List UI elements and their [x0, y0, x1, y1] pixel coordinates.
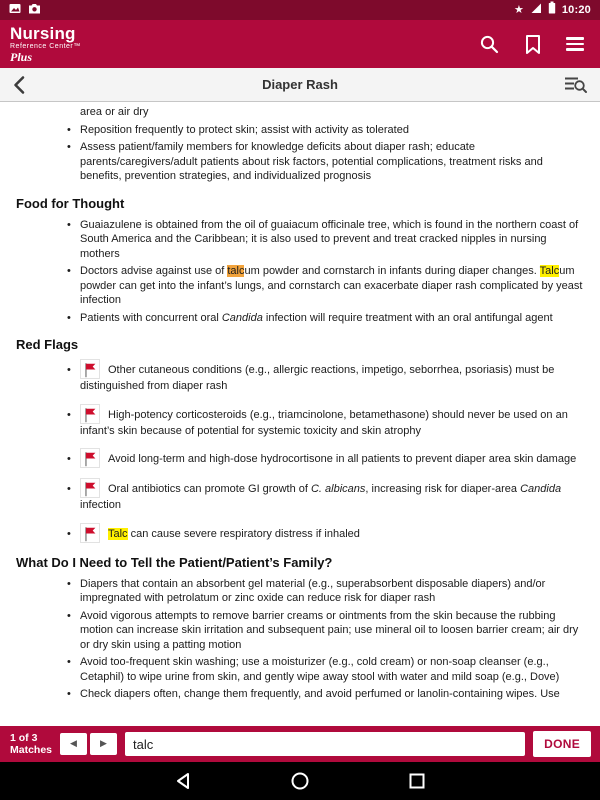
body-text: um powder and cornstarch in infants during diaper changes.: [244, 265, 540, 277]
red-flag-icon: [80, 359, 100, 379]
red-flag-icon: [80, 404, 100, 424]
app-logo: [10, 25, 81, 63]
done-button[interactable]: DONE: [533, 731, 591, 757]
red-flag-list: [16, 359, 584, 543]
body-text: Assess patient/family members for knowledge deficits about diaper rash; educate parents/caregivers/adult patients about risk factors, potential complications, treatment risks and benefits, prevention strategies, and individualized prognosis: [80, 141, 543, 182]
body-text: Avoid vigorous attempts to remove barrier creams or ointments from the skin because the rubbing motion can increase skin irritation and subsequent pain; use mineral oil to loosen barrier cream; air dry or dry skin using a patting motion: [80, 609, 579, 651]
body-text: Other cutaneous conditions (e.g., allergic reactions, impetigo, seborrhea, psoriasis) must be distinguished from diaper rash: [80, 364, 555, 392]
bullet-list: [16, 577, 584, 702]
home-circle-icon: [290, 771, 310, 791]
status-bar: [0, 0, 600, 20]
red-flag-icon: [80, 448, 100, 468]
status-notification-icons: [9, 1, 41, 19]
red-flag-item: [80, 359, 584, 394]
back-chevron-icon: [12, 75, 26, 95]
android-navigation-bar: [0, 762, 600, 800]
italic-text: Candida: [520, 483, 562, 495]
document-toolbar: [0, 68, 600, 102]
screenshot-notification-icon: [9, 1, 21, 19]
red-flag-item: [80, 448, 584, 468]
body-text: Check diapers often, change them frequently, and avoid perfumed or lanolin-containing wipes. Use: [80, 688, 560, 700]
android-home-button[interactable]: [290, 771, 310, 791]
bullet-list: [16, 218, 584, 326]
body-text: can cause severe respiratory distress if inhaled: [127, 527, 360, 540]
bullet-item: [80, 264, 584, 308]
bullet-item: [80, 105, 584, 120]
logo-plus: Plus: [10, 50, 33, 64]
bullet-list: [16, 105, 584, 184]
previous-arrow-icon: ◀: [70, 739, 77, 749]
match-label: Matches: [10, 744, 53, 756]
back-triangle-icon: [174, 771, 192, 791]
logo-subtitle: Reference Center™: [10, 43, 81, 50]
section-heading: Food for Thought: [16, 195, 125, 211]
status-time: 10:20: [561, 4, 591, 16]
document-body: [0, 102, 600, 726]
body-text: Guaiazulene is obtained from the oil of guaiacum officinale tree, which is found in the northern coast of South America and the Caribbean; it is also used to prevent and treat cracked nipples in nursing mothers: [80, 218, 579, 260]
android-back-button[interactable]: [174, 771, 192, 791]
bullet-item: [80, 609, 584, 653]
body-text: um powder can get into the infant’s lungs, and cornstarch can exacerbate diaper rash complicated by yeast infection: [80, 265, 583, 306]
find-in-document-button[interactable]: [563, 75, 588, 94]
previous-match-button[interactable]: [60, 733, 87, 755]
body-text: infection: [80, 499, 121, 511]
bullet-item: [80, 123, 584, 138]
body-text: Avoid long-term and high-dose hydrocortisone in all patients to prevent diaper area skin damage: [108, 453, 577, 465]
find-bar: [0, 726, 600, 762]
battery-icon: [548, 1, 556, 19]
recents-square-icon: [408, 772, 426, 790]
red-flag-item: [80, 478, 584, 513]
android-recents-button[interactable]: [408, 772, 426, 790]
bullet-item: [80, 311, 584, 326]
signal-icon: [530, 1, 542, 19]
body-text: Doctors advise against use of: [80, 265, 228, 277]
bookmark-icon: [524, 34, 542, 55]
bullet-item: [80, 577, 584, 606]
bullet-item: [80, 687, 584, 702]
bookmark-button[interactable]: [524, 34, 542, 55]
section-heading: Red Flags: [16, 337, 79, 352]
red-flag-icon: [80, 478, 100, 498]
red-flag-item: [80, 404, 584, 439]
page-title: Diaper Rash: [262, 77, 338, 92]
red-flag-item: [80, 523, 584, 543]
italic-text: Candida: [221, 311, 263, 324]
body-text: Patients with concurrent oral: [80, 311, 222, 324]
body-text: area or air dry: [80, 106, 149, 118]
search-match: Talc: [108, 527, 128, 540]
find-input[interactable]: [125, 732, 525, 756]
match-count: 1 of 3: [10, 732, 38, 744]
italic-text: C. albicans: [310, 483, 366, 495]
bullet-item: [80, 140, 584, 184]
status-system-icons: [514, 1, 591, 19]
logo-title: Nursing: [10, 24, 76, 43]
search-match-current: talc: [227, 265, 245, 277]
next-match-button[interactable]: [90, 733, 117, 755]
next-arrow-icon: ▶: [100, 739, 107, 749]
find-in-document-icon: [563, 75, 588, 94]
body-text: Avoid too-frequent skin washing; use a moisturizer (e.g., cold cream) or non-soap cleanser (e.g., Cetaphil) to wipe urine from skin, and gently wipe away stool with water and mild soap (e.g., Dove): [80, 656, 560, 683]
back-button[interactable]: [12, 75, 26, 95]
body-text: Diapers that contain an absorbent gel material (e.g., superabsorbent disposable diapers) and/or impregnated with petrolatum or zinc oxide can reduce risk for diaper rash: [80, 577, 546, 604]
body-text: High-potency corticosteroids (e.g., triamcinolone, betamethasone) should never be used on an infant’s skin because of potential for systemic toxicity and skin atrophy: [80, 408, 568, 437]
search-button[interactable]: [479, 34, 500, 55]
section-heading: What Do I Need to Tell the Patient/Patient’s Family?: [16, 554, 333, 570]
app-header: [0, 20, 600, 68]
body-text: infection will require treatment with an oral antifungal agent: [262, 311, 553, 324]
bullet-item: [80, 218, 584, 262]
red-flag-icon: [80, 523, 100, 543]
search-match: Talc: [539, 265, 560, 277]
menu-icon: [566, 37, 584, 40]
body-text: , increasing risk for diaper-area: [365, 483, 521, 495]
bullet-item: [80, 655, 584, 684]
body-text: Oral antibiotics can promote GI growth of: [108, 483, 311, 495]
star-icon: ★: [513, 3, 524, 16]
body-text: Reposition frequently to protect skin; assist with activity as tolerated: [80, 123, 409, 136]
search-icon: [479, 34, 500, 55]
camera-notification-icon: [28, 1, 41, 19]
menu-button[interactable]: [566, 37, 584, 51]
match-counter: [10, 732, 52, 756]
